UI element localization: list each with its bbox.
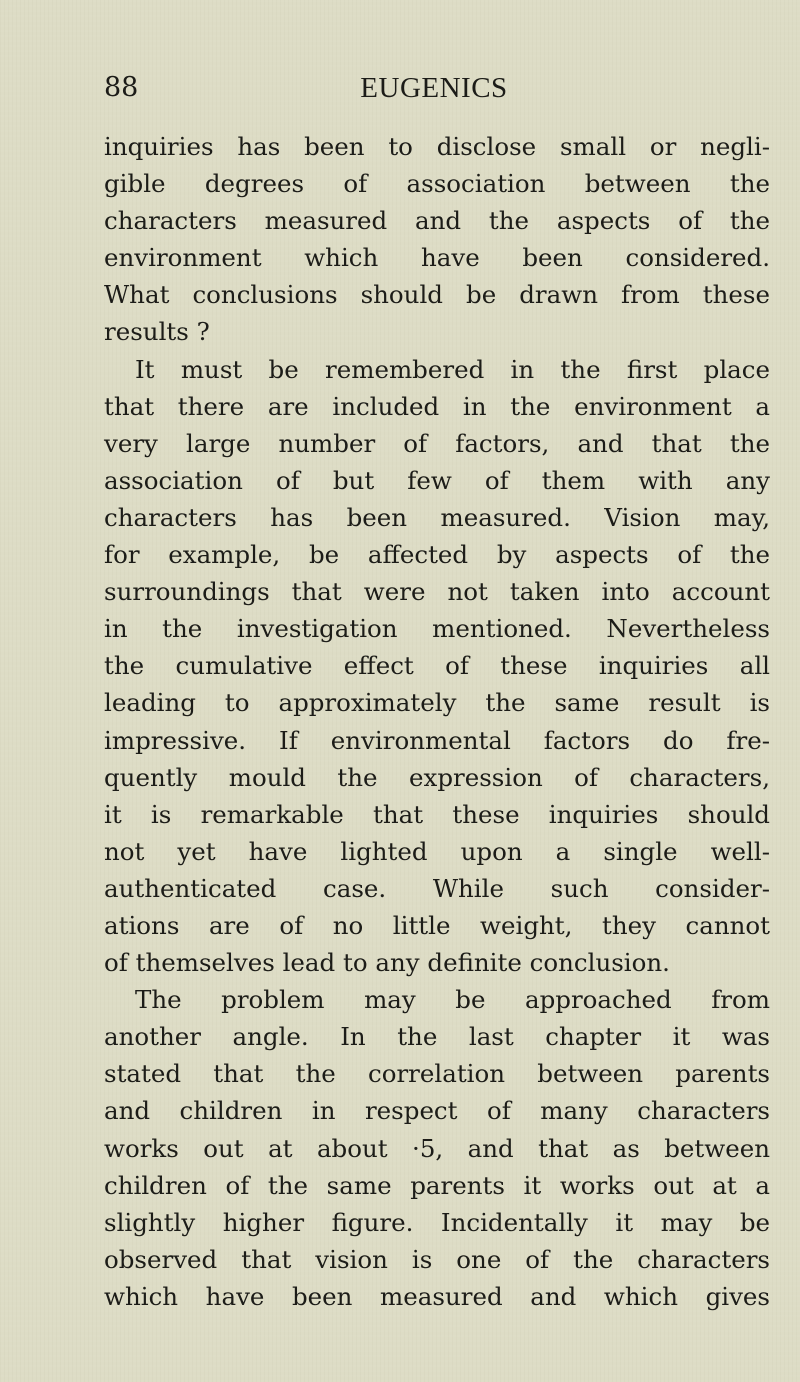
text-line: results ? [104,317,210,347]
text-line: very large number of factors, and that the [104,428,770,458]
text-line: association of but few of them with any [104,465,770,495]
text-line: observed that vision is one of the characters [104,1244,770,1274]
text-line: works out at about ·5, and that as between [104,1133,770,1163]
running-title: EUGENICS [360,72,508,104]
text-line: impressive. If environmental factors do fre- [104,725,770,755]
text-line: What conclusions should be drawn from these [104,280,770,310]
text-line: children of the same parents it works out at a [104,1170,770,1200]
text-line: characters has been measured. Vision may, [104,502,770,532]
body-text [104,128,770,1315]
text-line: the cumulative effect of these inquiries all [104,651,770,681]
text-line: surroundings that were not taken into account [104,577,770,607]
text-line: for example, be affected by aspects of the [104,540,770,570]
text-line: leading to approximately the same result is [104,688,770,718]
text-line: that there are included in the environment a [104,391,770,421]
text-line: of themselves lead to any definite conclusion. [104,948,670,978]
text-line: ations are of no little weight, they cannot [104,910,770,940]
page-number: 88 [104,72,139,103]
text-line: and children in respect of many characters [104,1096,770,1126]
text-line: gible degrees of association between the [104,169,770,199]
text-line: The problem may be approached from [135,985,770,1015]
text-line: slightly higher figure. Incidentally it may be [104,1207,770,1237]
text-line: authenticated case. While such consider- [104,873,770,903]
text-line: environment which have been considered. [104,243,770,273]
text-line: inquiries has been to disclose small or negli- [104,132,770,161]
text-line: it is remarkable that these inquiries should [104,799,770,829]
text-line: in the investigation mentioned. Nevertheless [104,614,770,644]
text-line: stated that the correlation between parents [104,1059,770,1089]
text-line: not yet have lighted upon a single well- [104,836,770,866]
text-line: characters measured and the aspects of the [104,206,770,236]
text-line: It must be remembered in the first place [135,354,770,384]
text-line: another angle. In the last chapter it was [104,1022,770,1052]
running-head [104,70,764,106]
text-line: quently mould the expression of characters, [104,762,770,792]
text-line: which have been measured and which gives [104,1281,770,1311]
